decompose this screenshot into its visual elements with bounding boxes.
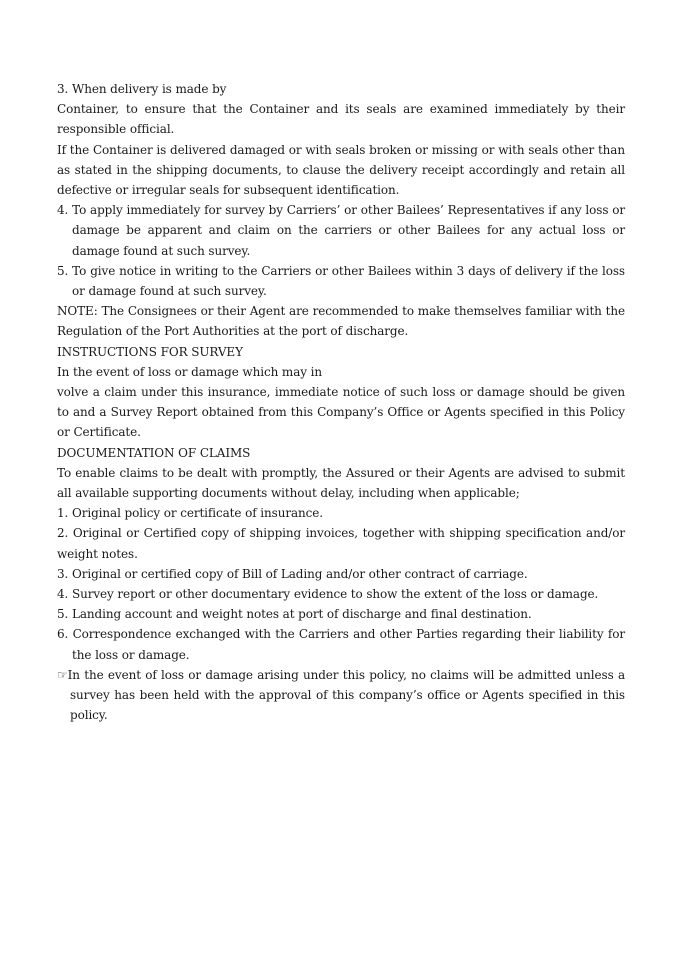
note-paragraph: NOTE: The Consignees or their Agent are recommended to make themselves familiar with the Regulation of the Port Authorities at the port of discharge. <box>57 304 625 339</box>
container-examination-paragraph: Container, to ensure that the Container and its seals are examined immediately by their responsible official. <box>57 102 625 137</box>
document-item-1: 1. Original policy or certificate of insurance. <box>57 506 324 521</box>
document-page <box>57 79 625 726</box>
delivery-clause-5: 5. To give notice in writing to the Carriers or other Bailees within 3 days of delivery if the loss or damage found at such survey. <box>57 263 625 299</box>
survey-instructions-paragraph: volve a claim under this insurance, immediate notice of such loss or damage should be given to and a Survey Report obtained from this Company’s Office or Agents specified in this Policy or Certificate. <box>57 385 625 440</box>
survey-approval-notice: ☞In the event of loss or damage arising under this policy, no claims will be admitted unless a survey has been held with the approval of this company’s office or Agents specified in this policy. <box>57 667 625 723</box>
documentation-heading: DOCUMENTATION OF CLAIMS <box>57 445 251 460</box>
delivery-clause-4: 4. To apply immediately for survey by Carriers’ or other Bailees’ Representatives if any loss or damage be apparent and claim on the carriers or other Bailees for any actual loss or damage found at such survey. <box>57 203 625 258</box>
document-item-4: 4. Survey report or other documentary evidence to show the extent of the loss or damage. <box>57 587 599 602</box>
document-item-5: 5. Landing account and weight notes at port of discharge and final destination. <box>57 607 532 622</box>
document-item-3: 3. Original or certified copy of Bill of Lading and/or other contract of carriage. <box>57 566 528 581</box>
documentation-intro-paragraph: To enable claims to be dealt with promptly, the Assured or their Agents are advised to submit all available supporting documents without delay, including when applicable; <box>57 465 625 501</box>
survey-instructions-heading: INSTRUCTIONS FOR SURVEY <box>57 344 243 359</box>
survey-intro-line: In the event of loss or damage which may in <box>57 364 323 379</box>
document-item-6: 6. Correspondence exchanged with the Carriers and other Parties regarding their liability for the loss or damage. <box>57 627 625 662</box>
document-item-2: 2. Original or Certified copy of shipping invoices, together with shipping specification and/or weight notes. <box>57 526 625 561</box>
damaged-container-paragraph: If the Container is delivered damaged or with seals broken or missing or with seals other than as stated in the shipping documents, to clause the delivery receipt accordingly and retain all defective or irregular seals for subsequent identification. <box>57 142 625 198</box>
delivery-clause-3-heading: 3. When delivery is made by <box>57 82 227 96</box>
